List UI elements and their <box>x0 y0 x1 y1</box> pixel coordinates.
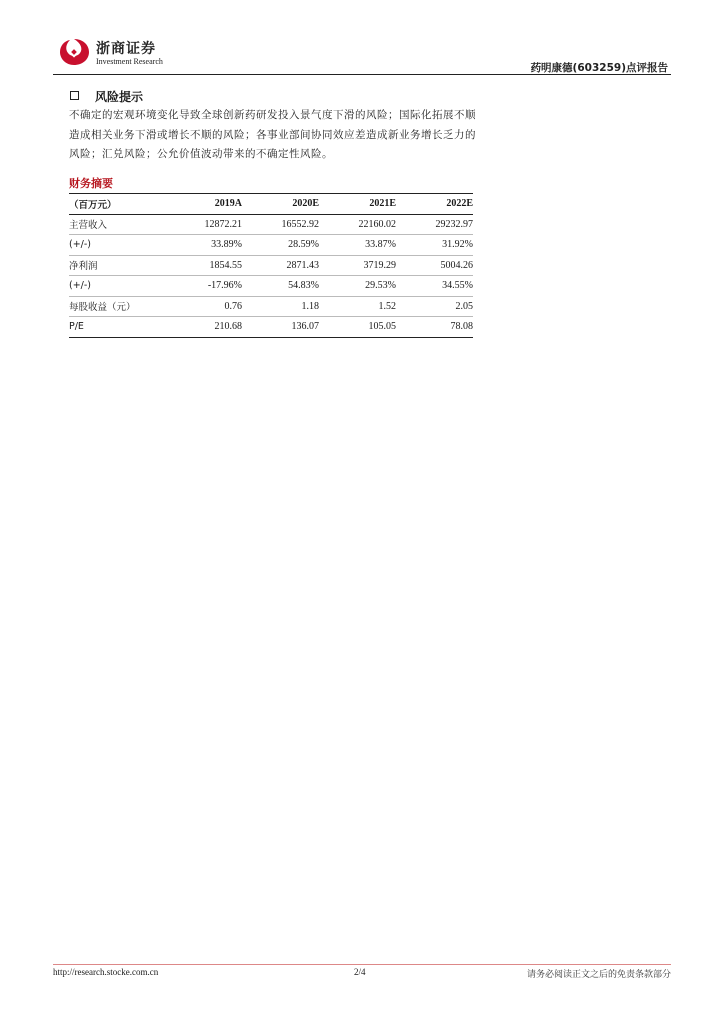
risk-title: 风险提示 <box>95 90 144 104</box>
row-label: P/E <box>69 317 165 338</box>
table-cell: 33.87% <box>319 235 396 256</box>
table-cell: 2.05 <box>396 296 473 317</box>
footer-url-link[interactable]: http://research.stocke.com.cn <box>53 967 159 977</box>
brand-name-cn: 浙商证券 <box>96 41 156 57</box>
row-label: (+/-) <box>69 235 165 256</box>
report-tag: 药明康德(603259)点评报告 <box>530 62 668 74</box>
table-cell: -17.96% <box>165 276 242 297</box>
column-header-2022e: 2022E <box>396 194 473 215</box>
row-label: 净利润 <box>69 255 165 276</box>
table-cell: 33.89% <box>165 235 242 256</box>
table-cell: 22160.02 <box>319 214 396 235</box>
footer-divider <box>53 964 671 965</box>
column-header-2019a: 2019A <box>165 194 242 215</box>
table-cell: 136.07 <box>242 317 319 338</box>
table-cell: 28.59% <box>242 235 319 256</box>
table-cell: 31.92% <box>396 235 473 256</box>
table-cell: 29.53% <box>319 276 396 297</box>
table-row <box>69 235 473 256</box>
table-cell: 3719.29 <box>319 255 396 276</box>
column-header-2021e: 2021E <box>319 194 396 215</box>
brand-name-en: Investment Research <box>96 57 163 66</box>
table-cell: 29232.97 <box>396 214 473 235</box>
financial-summary-table <box>69 193 473 338</box>
footer-disclaimer: 请务必阅读正文之后的免责条款部分 <box>526 970 671 980</box>
table-cell: 2871.43 <box>242 255 319 276</box>
column-header-unit: （百万元） <box>69 194 165 215</box>
table-row <box>69 296 473 317</box>
page-number: 2/4 <box>354 967 366 977</box>
row-label: 每股收益（元） <box>69 296 165 317</box>
table-cell: 210.68 <box>165 317 242 338</box>
table-cell: 16552.92 <box>242 214 319 235</box>
row-label: 主营收入 <box>69 214 165 235</box>
column-header-2020e: 2020E <box>242 194 319 215</box>
table-row <box>69 317 473 338</box>
table-cell: 34.55% <box>396 276 473 297</box>
table-header-row <box>69 194 473 215</box>
table-row <box>69 214 473 235</box>
table-cell: 54.83% <box>242 276 319 297</box>
table-cell: 1.18 <box>242 296 319 317</box>
header-divider <box>53 74 671 75</box>
financial-summary-title: 财务摘要 <box>69 177 113 190</box>
table-cell: 105.05 <box>319 317 396 338</box>
table-cell: 5004.26 <box>396 255 473 276</box>
table-cell: 78.08 <box>396 317 473 338</box>
table-row <box>69 276 473 297</box>
table-cell: 0.76 <box>165 296 242 317</box>
table-cell: 1854.55 <box>165 255 242 276</box>
risk-paragraph: 不确定的宏观环境变化导致全球创新药研发投入景气度下滑的风险；国际化拓展不顺造成相关业务下滑或增长不顺的风险；各事业部间协同效应差造成新业务增长乏力的风险；汇兑风险；公允价值波动带来的不确定性风险。 <box>69 109 476 160</box>
risk-section-heading <box>70 88 143 105</box>
row-label: (+/-) <box>69 276 165 297</box>
table-cell: 12872.21 <box>165 214 242 235</box>
stocke-logo-icon <box>58 37 90 67</box>
table-cell: 1.52 <box>319 296 396 317</box>
checkbox-icon <box>70 91 79 100</box>
table-row <box>69 255 473 276</box>
